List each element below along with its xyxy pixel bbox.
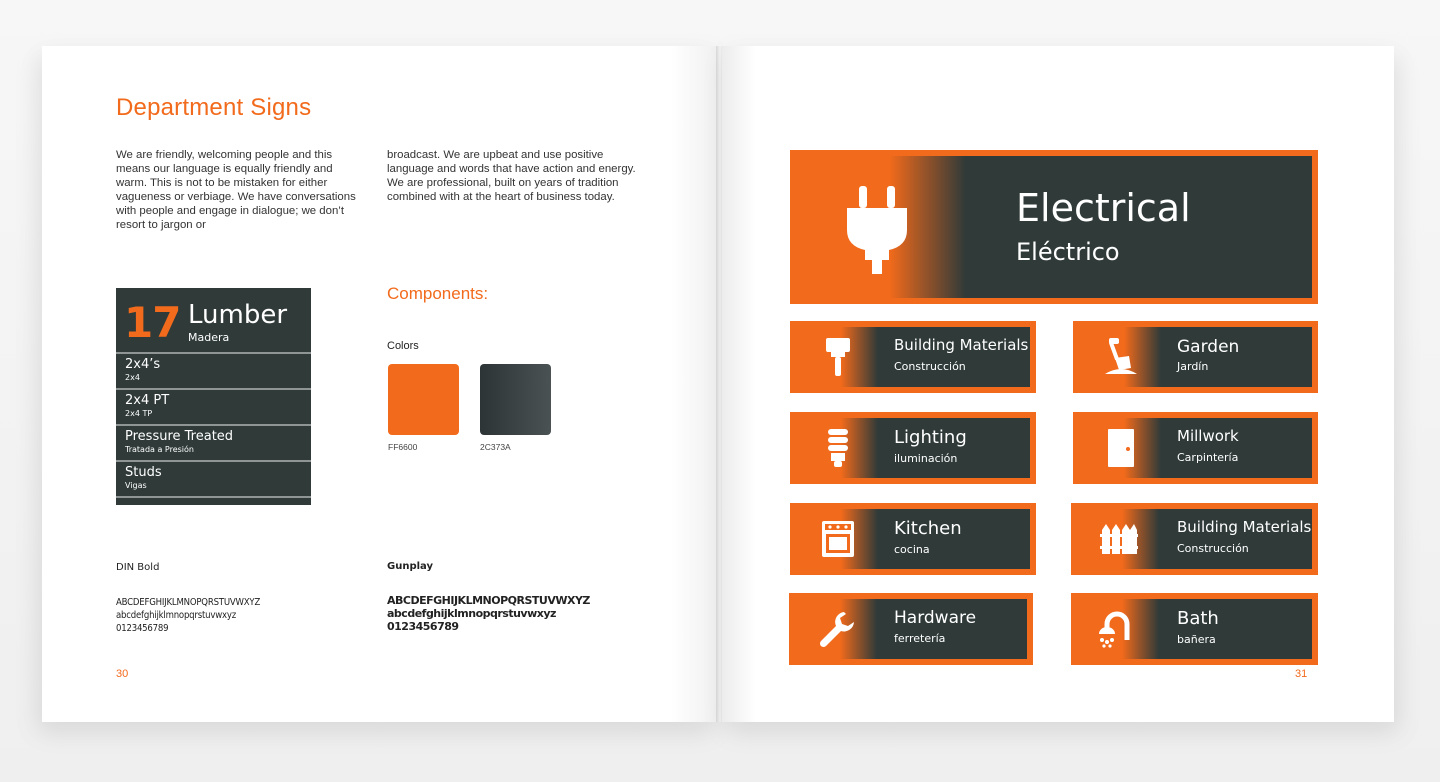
specimen-digits: 0123456789 [387,620,459,633]
fence-icon [1095,515,1143,563]
font-name-din: DIN Bold [116,562,160,573]
sign-label: Garden [1177,337,1240,357]
sign-lighting [790,412,1036,484]
list-item-sub: Tratada a Presión [125,445,194,454]
specimen-digits: 0123456789 [116,623,169,634]
door-icon [1097,424,1145,472]
sign-label: Electrical [1016,186,1191,230]
colors-label: Colors [387,340,419,352]
shower-icon [1095,605,1143,653]
color-hex-dark: 2C373A [480,442,511,452]
lumber-subtitle: Madera [188,331,230,344]
lightbulb-icon [814,424,862,472]
color-swatch-orange [388,364,459,435]
paintbrush-icon [814,333,862,381]
font-specimen-gunplay [387,594,590,633]
lumber-sign [116,288,311,505]
lumber-list [116,352,311,498]
sign-sublabel: Eléctrico [1016,238,1120,266]
list-item-main: Pressure Treated [125,429,234,444]
list-item-main: Studs [125,465,162,480]
list-item-sub: 2x4 [125,373,140,382]
list-item-main: 2x4 PT [125,393,170,408]
sign-bath [1071,593,1318,665]
sign-label: Hardware [894,608,977,628]
list-item [116,352,311,388]
specimen-lowercase: abcdefghijklmnopqrstuvwxyz [116,610,236,621]
sign-hardware [789,593,1033,665]
list-item [116,424,311,460]
page-title: Department Signs [116,94,312,121]
specimen-lowercase: abcdefghijklmnopqrstuvwxyz [387,607,556,620]
list-item-main: 2x4’s [125,357,161,372]
sign-label: Lighting [894,427,967,448]
list-item-sub: Vigas [125,481,147,490]
plug-icon [832,180,922,280]
components-title: Components: [387,284,489,303]
sign-sublabel: ferretería [894,632,946,645]
specimen-uppercase: ABCDEFGHIJKLMNOPQRSTUVWXYZ [116,597,261,608]
intro-paragraph-right: broadcast. We are upbeat and use positive language and words that have action and energy. We are professional, built on years of tradition combined with at the heart of business today. [387,149,636,203]
sign-sublabel: iluminación [894,452,958,465]
aisle-number: 17 [124,298,181,347]
sign-label: Building Materials [1177,518,1312,536]
sign-label: Bath [1177,608,1219,629]
sign-label: Kitchen [894,518,962,539]
sign-sublabel: Carpintería [1177,451,1239,464]
shovel-icon [1097,333,1145,381]
color-hex-orange: FF6600 [388,442,418,452]
sign-sublabel: cocina [894,543,930,556]
sign-garden [1073,321,1318,393]
left-page [42,46,718,722]
list-item [116,460,311,498]
list-item [116,388,311,424]
sign-sublabel: bañera [1177,633,1216,646]
sign-kitchen [790,503,1036,575]
page-number-right: 31 [1295,668,1308,680]
oven-icon [814,515,862,563]
sign-electrical [790,150,1318,304]
list-item-sub: 2x4 TP [125,409,153,418]
right-page [722,46,1394,722]
specimen-uppercase: ABCDEFGHIJKLMNOPQRSTUVWXYZ [387,594,590,607]
page-number-left: 30 [116,668,129,680]
lumber-title: Lumber [188,300,288,330]
sign-sublabel: Construcción [1177,542,1249,555]
sign-building-materials [790,321,1036,393]
intro-paragraph-left: We are friendly, welcoming people and this means our language is equally friendly and warm. This is not to be mistaken for either vagueness or verbiage. We have conversations with people and engage in dialogue; we don’t resort to jargon or [116,149,356,231]
sign-sublabel: Jardín [1177,360,1209,373]
sign-sublabel: Construcción [894,360,966,373]
sign-building-materials-fence [1071,503,1318,575]
sign-label: Building Materials [894,336,1029,354]
sign-millwork [1073,412,1318,484]
lumber-sign-header [116,288,311,352]
sign-label: Millwork [1177,427,1239,445]
color-swatch-dark [480,364,551,435]
font-specimen-din [116,596,260,635]
font-name-gunplay: Gunplay [387,561,433,572]
wrench-icon [813,605,861,653]
